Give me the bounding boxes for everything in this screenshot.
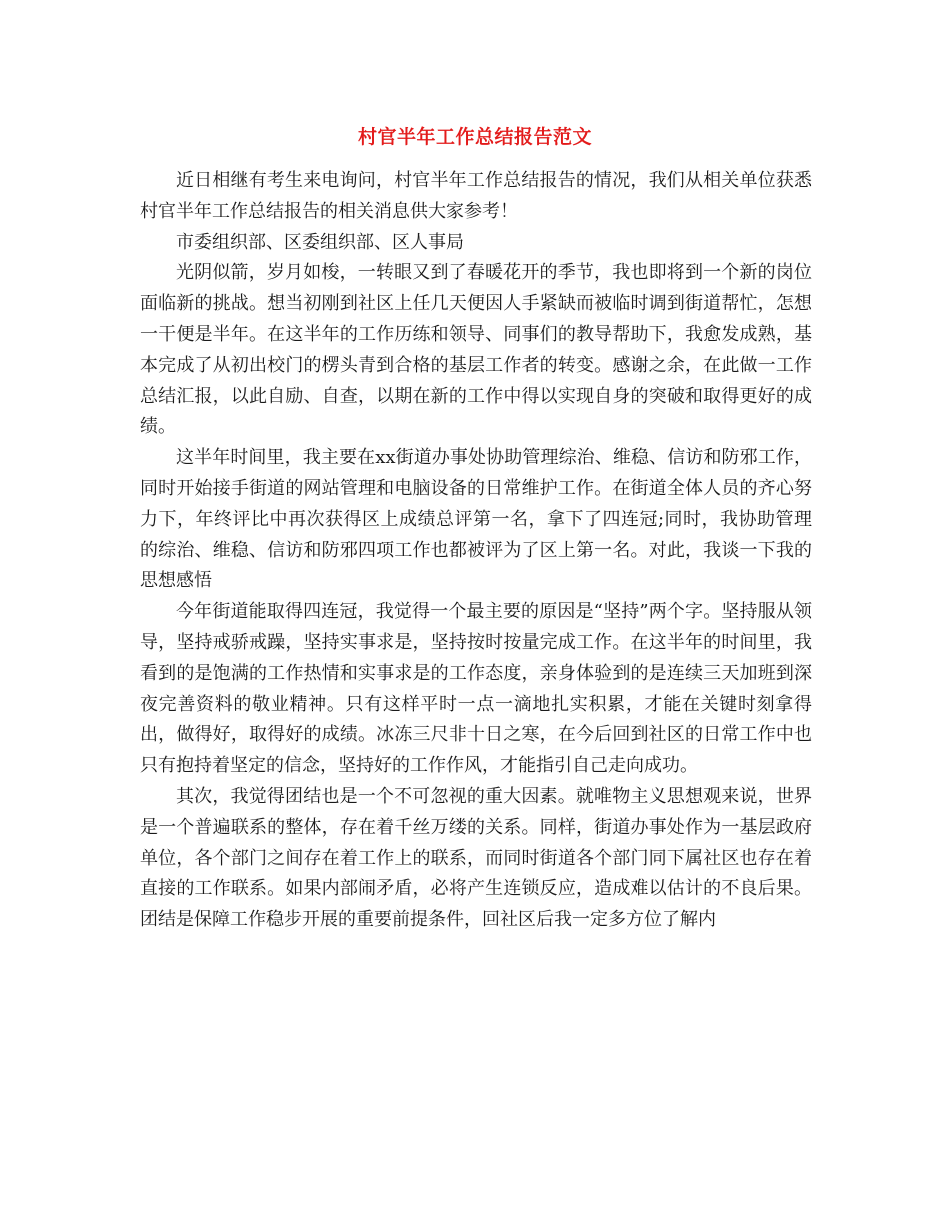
paragraph: 这半年时间里，我主要在xx街道办事处协助管理综治、维稳、信访和防邪工作，同时开始接手街道的网站管理和电脑设备的日常维护工作。在街道全体人员的齐心努力下，年终评比中再次获得区上成绩总评第一名，拿下了四连冠;同时，我协助管理的综治、维稳、信访和防邪四项工作也都被评为了区上第一名。对此，我谈一下我的思想感悟 bbox=[140, 447, 812, 592]
paragraph: 光阴似箭，岁月如梭，一转眼又到了春暖花开的季节，我也即将到一个新的岗位面临新的挑战。想当初刚到社区上任几天便因人手紧缺而被临时调到街道帮忙，怎想一干便是半年。在这半年的工作历练和领导、同事们的教导帮助下，我愈发成熟，基本完成了从初出校门的楞头青到合格的基层工作者的转变。感谢之余，在此做一工作总结汇报，以此自励、自查，以期在新的工作中得以实现自身的突破和取得更好的成绩。 bbox=[140, 262, 812, 438]
paragraph: 今年街道能取得四连冠，我觉得一个最主要的原因是“坚持”两个字。坚持服从领导，坚持戒骄戒躁，坚持实事求是，坚持按时按量完成工作。在这半年的时间里，我看到的是饱满的工作热情和实事求是的工作态度，亲身体验到的是连续三天加班到深夜完善资料的敬业精神。只有这样平时一点一滴地扎实积累，才能在关键时刻拿得出，做得好，取得好的成绩。冰冻三尺非十日之寒，在今后回到社区的日常工作中也只有抱持着坚定的信念，坚持好的工作作风，才能指引自己走向成功。 bbox=[140, 601, 812, 777]
document-body bbox=[140, 166, 812, 936]
paragraph: 近日相继有考生来电询问，村官半年工作总结报告的情况，我们从相关单位获悉村官半年工作总结报告的相关消息供大家参考！ bbox=[140, 170, 812, 222]
paragraph: 市委组织部、区委组织部、区人事局 bbox=[176, 231, 464, 253]
paragraph: 其次，我觉得团结也是一个不可忽视的重大因素。就唯物主义思想观来说，世界是一个普遍联系的整体，存在着千丝万缕的关系。同样，街道办事处作为一基层政府单位，各个部门之间存在着工作上的联系，而同时街道各个部门同下属社区也存在着直接的工作联系。如果内部闹矛盾，必将产生连锁反应，造成难以估计的不良后果。团结是保障工作稳步开展的重要前提条件，回社区后我一定多方位了解内 bbox=[140, 785, 812, 931]
document-title: 村官半年工作总结报告范文 bbox=[357, 126, 592, 148]
